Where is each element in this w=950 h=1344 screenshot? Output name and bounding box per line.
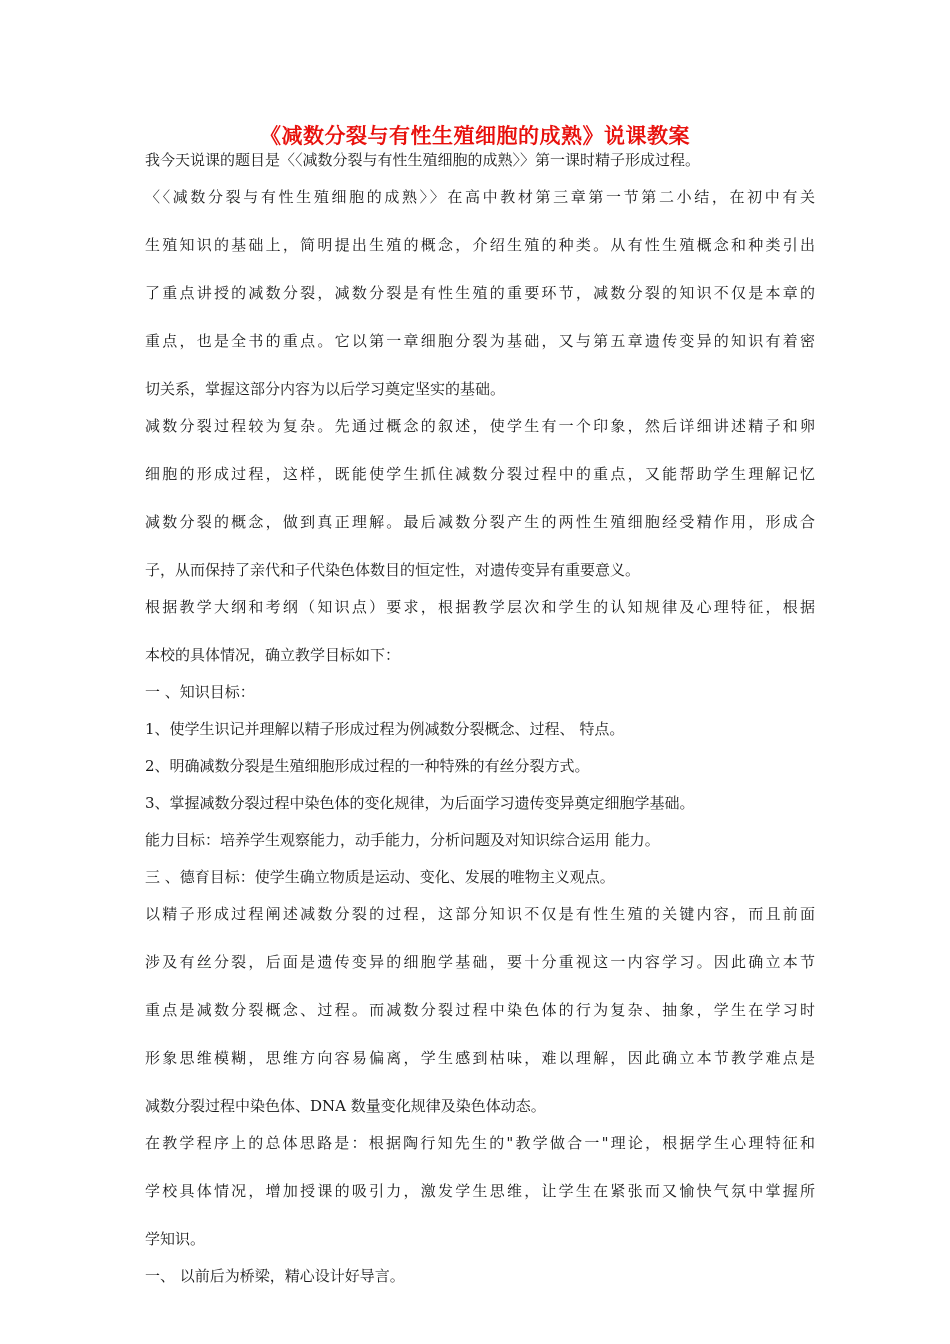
paragraph-gap xyxy=(145,776,815,793)
text-line: 三 、德育目标：使学生确立物质是运动、变化、发展的唯物主义观点。 xyxy=(145,868,615,886)
text-line: 1、使学生识记并理解以精子形成过程为例减数分裂概念、过程、 特点。 xyxy=(145,720,625,738)
paragraph xyxy=(145,150,815,170)
document-body xyxy=(145,150,815,1286)
text-line: 减数分裂过程较为复杂。先通过概念的叙述，使学生有一个印象，然后详细讲述精子和卵 xyxy=(145,417,815,435)
paragraph xyxy=(145,1133,815,1249)
paragraph-gap xyxy=(145,399,815,416)
paragraph xyxy=(145,719,815,739)
text-line: 本校的具体情况，确立教学目标如下： xyxy=(145,646,401,664)
line-gap xyxy=(145,617,815,645)
text-line: 一 、知识目标： xyxy=(145,683,255,701)
paragraph-gap xyxy=(145,170,815,187)
paragraph xyxy=(145,867,815,887)
line-gap xyxy=(145,532,815,560)
paragraph-gap xyxy=(145,887,815,904)
text-line: 重点是减数分裂概念、过程。而减数分裂过程中染色体的行为复杂、抽象，学生在学习时 xyxy=(145,1001,815,1019)
text-line: 形象思维模糊，思维方向容易偏离，学生感到枯味，难以理解，因此确立本节教学难点是 xyxy=(145,1049,815,1067)
paragraph-gap xyxy=(145,665,815,682)
line-gap xyxy=(145,1068,815,1096)
paragraph-gap xyxy=(145,1249,815,1266)
text-line: 根据教学大纲和考纲（知识点）要求，根据教学层次和学生的认知规律及心理特征，根据 xyxy=(145,598,815,616)
text-line: 我今天说课的题目是〈〈减数分裂与有性生殖细胞的成熟〉〉第一课时精子形成过程。 xyxy=(145,151,701,169)
text-line: 3、掌握减数分裂过程中染色体的变化规律，为后面学习遗传变异奠定细胞学基础。 xyxy=(145,794,695,812)
line-gap xyxy=(145,351,815,379)
line-gap xyxy=(145,1153,815,1181)
paragraph-gap xyxy=(145,850,815,867)
paragraph xyxy=(145,904,815,1116)
paragraph xyxy=(145,756,815,776)
text-line: 切关系，掌握这部分内容为以后学习奠定坚实的基础。 xyxy=(145,380,506,398)
line-gap xyxy=(145,255,815,283)
paragraph xyxy=(145,597,815,665)
line-gap xyxy=(145,303,815,331)
text-line: 一、 以前后为桥梁，精心设计好导言。 xyxy=(145,1267,405,1285)
paragraph-gap xyxy=(145,739,815,756)
text-line: 能力目标：培养学生观察能力，动手能力，分析问题及对知识综合运用 能力。 xyxy=(145,831,660,849)
paragraph-gap xyxy=(145,813,815,830)
text-line: 子，从而保持了亲代和子代染色体数目的恒定性，对遗传变异有重要意义。 xyxy=(145,561,641,579)
paragraph xyxy=(145,1266,815,1286)
text-line: 2、明确减数分裂是生殖细胞形成过程的一种特殊的有丝分裂方式。 xyxy=(145,757,590,775)
line-gap xyxy=(145,484,815,512)
text-line: 以精子形成过程阐述减数分裂的过程，这部分知识不仅是有性生殖的关键内容，而且前面 xyxy=(145,905,815,923)
line-gap xyxy=(145,1020,815,1048)
paragraph-gap xyxy=(145,580,815,597)
text-line: 生殖知识的基础上，简明提出生殖的概念，介绍生殖的种类。从有性生殖概念和种类引出 xyxy=(145,236,815,254)
line-gap xyxy=(145,924,815,952)
paragraph-gap xyxy=(145,702,815,719)
line-gap xyxy=(145,207,815,235)
paragraph xyxy=(145,187,815,399)
text-line: 减数分裂的概念，做到真正理解。最后减数分裂产生的两性生殖细胞经受精作用，形成合 xyxy=(145,513,815,531)
text-line: 涉及有丝分裂，后面是遗传变异的细胞学基础，要十分重视这一内容学习。因此确立本节 xyxy=(145,953,815,971)
text-line: 学知识。 xyxy=(145,1230,206,1248)
line-gap xyxy=(145,436,815,464)
text-line: 细胞的形成过程，这样，既能使学生抓住减数分裂过程中的重点，又能帮助学生理解记忆 xyxy=(145,465,815,483)
document-title: 《减数分裂与有性生殖细胞的成熟》说课教案 xyxy=(260,123,690,148)
text-line: 在教学程序上的总体思路是：根据陶行知先生的"教学做合一"理论，根据学生心理特征和 xyxy=(145,1134,815,1152)
line-gap xyxy=(145,972,815,1000)
text-line: 了重点讲授的减数分裂，减数分裂是有性生殖的重要环节，减数分裂的知识不仅是本章的 xyxy=(145,284,815,302)
paragraph xyxy=(145,793,815,813)
text-line: 学校具体情况，增加授课的吸引力，激发学生思维，让学生在紧张而又愉快气氛中掌握所 xyxy=(145,1182,815,1200)
paragraph xyxy=(145,682,815,702)
text-line: 重点，也是全书的重点。它以第一章细胞分裂为基础，又与第五章遗传变异的知识有着密 xyxy=(145,332,815,350)
paragraph-gap xyxy=(145,1116,815,1133)
paragraph xyxy=(145,416,815,580)
text-line: 减数分裂过程中染色体、DNA 数量变化规律及染色体动态。 xyxy=(145,1097,546,1115)
text-line: 〈〈减数分裂与有性生殖细胞的成熟〉〉在高中教材第三章第一节第二小结，在初中有关 xyxy=(145,188,815,206)
paragraph xyxy=(145,830,815,850)
line-gap xyxy=(145,1201,815,1229)
